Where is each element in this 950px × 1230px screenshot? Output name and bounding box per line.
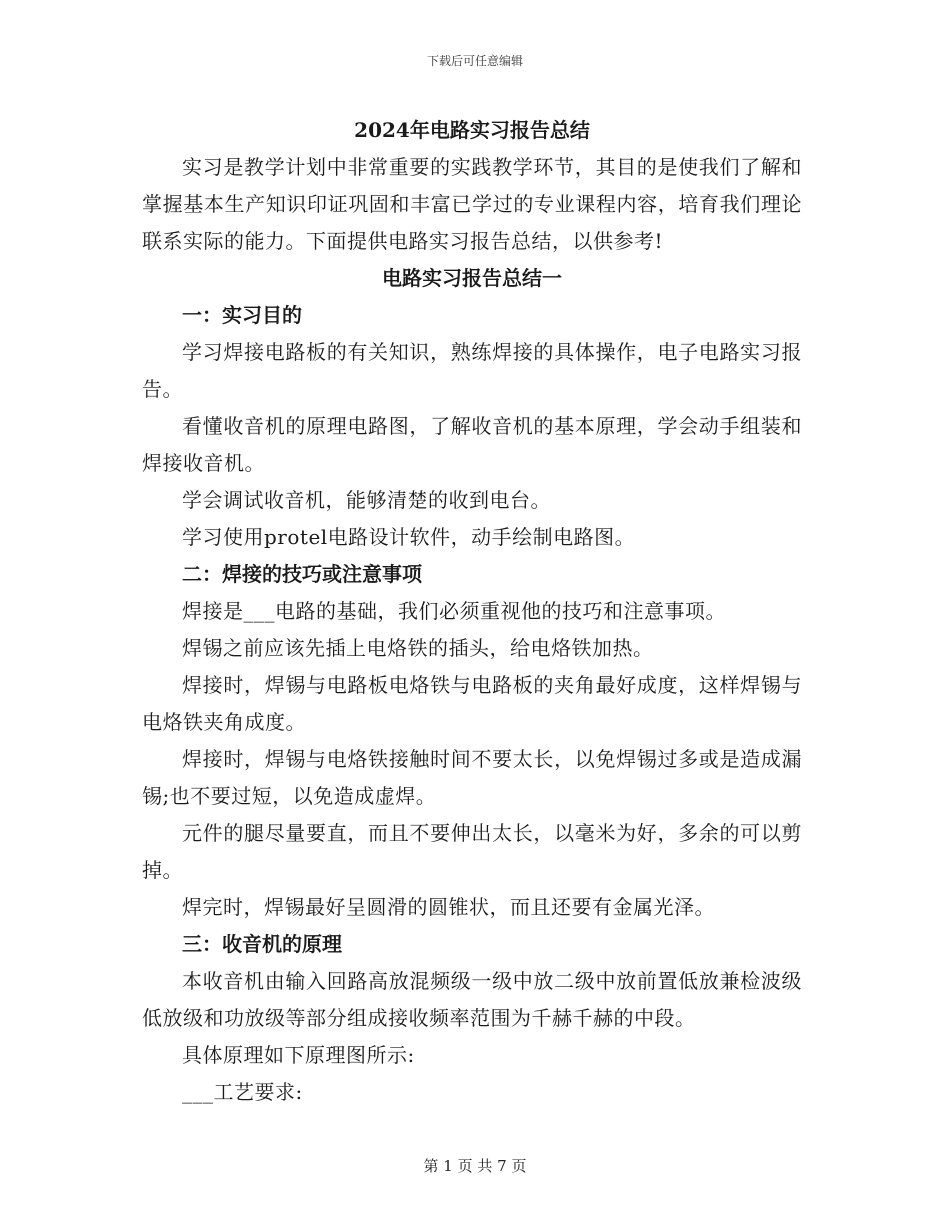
- section-heading-radio-principle: 三：收音机的原理: [182, 932, 342, 956]
- page-footer: 第 1 页 共 7 页: [423, 1157, 527, 1175]
- paragraph: 焊接时，焊锡与电烙铁接触时间不要太长，以免焊锡过多或是造成漏锡;也不要过短，以免造成虚焊。: [142, 747, 802, 808]
- document-title: 2024年电路实习报告总结: [354, 118, 590, 142]
- section-heading-purpose: 一：实习目的: [182, 303, 302, 327]
- paragraph: 焊接是___电路的基础，我们必须重视他的技巧和注意事项。: [182, 599, 726, 623]
- paragraph: 学习焊接电路板的有关知识，熟练焊接的具体操作，电子电路实习报告。: [142, 340, 802, 401]
- paragraph: 焊完时，焊锡最好呈圆滑的圆锥状，而且还要有金属光泽。: [182, 895, 715, 919]
- paragraph: ___工艺要求:: [182, 1080, 303, 1104]
- section-heading-soldering: 二：焊接的技巧或注意事项: [182, 562, 422, 586]
- paragraph: 焊接时，焊锡与电路板电烙铁与电路板的夹角最好成度，这样焊锡与电烙铁夹角成度。: [142, 673, 802, 734]
- paragraph: 具体原理如下原理图所示:: [182, 1043, 415, 1067]
- paragraph: 学习使用protel电路设计软件，动手绘制电路图。: [182, 525, 636, 549]
- paragraph: 看懂收音机的原理电路图，了解收音机的基本原理，学会动手组装和焊接收音机。: [142, 414, 802, 475]
- paragraph: 元件的腿尽量要直，而且不要伸出太长，以毫米为好，多余的可以剪掉。: [142, 821, 802, 882]
- intro-paragraph: 实习是教学计划中非常重要的实践教学环节，其目的是使我们了解和掌握基本生产知识印证巩固和丰富已学过的专业课程内容，培育我们理论联系实际的能力。下面提供电路实习报告总结，以供参考!: [142, 155, 802, 253]
- paragraph: 焊锡之前应该先插上电烙铁的插头，给电烙铁加热。: [182, 636, 654, 660]
- document-body: [142, 112, 802, 1111]
- paragraph: 学会调试收音机，能够清楚的收到电台。: [182, 488, 551, 512]
- report-subtitle: 电路实习报告总结一: [382, 266, 562, 290]
- header-note: 下载后可任意编辑: [426, 54, 523, 68]
- paragraph: 本收音机由输入回路高放混频级一级中放二级中放前置低放兼检波级低放级和功放级等部分组成接收频率范围为千赫千赫的中段。: [142, 969, 802, 1030]
